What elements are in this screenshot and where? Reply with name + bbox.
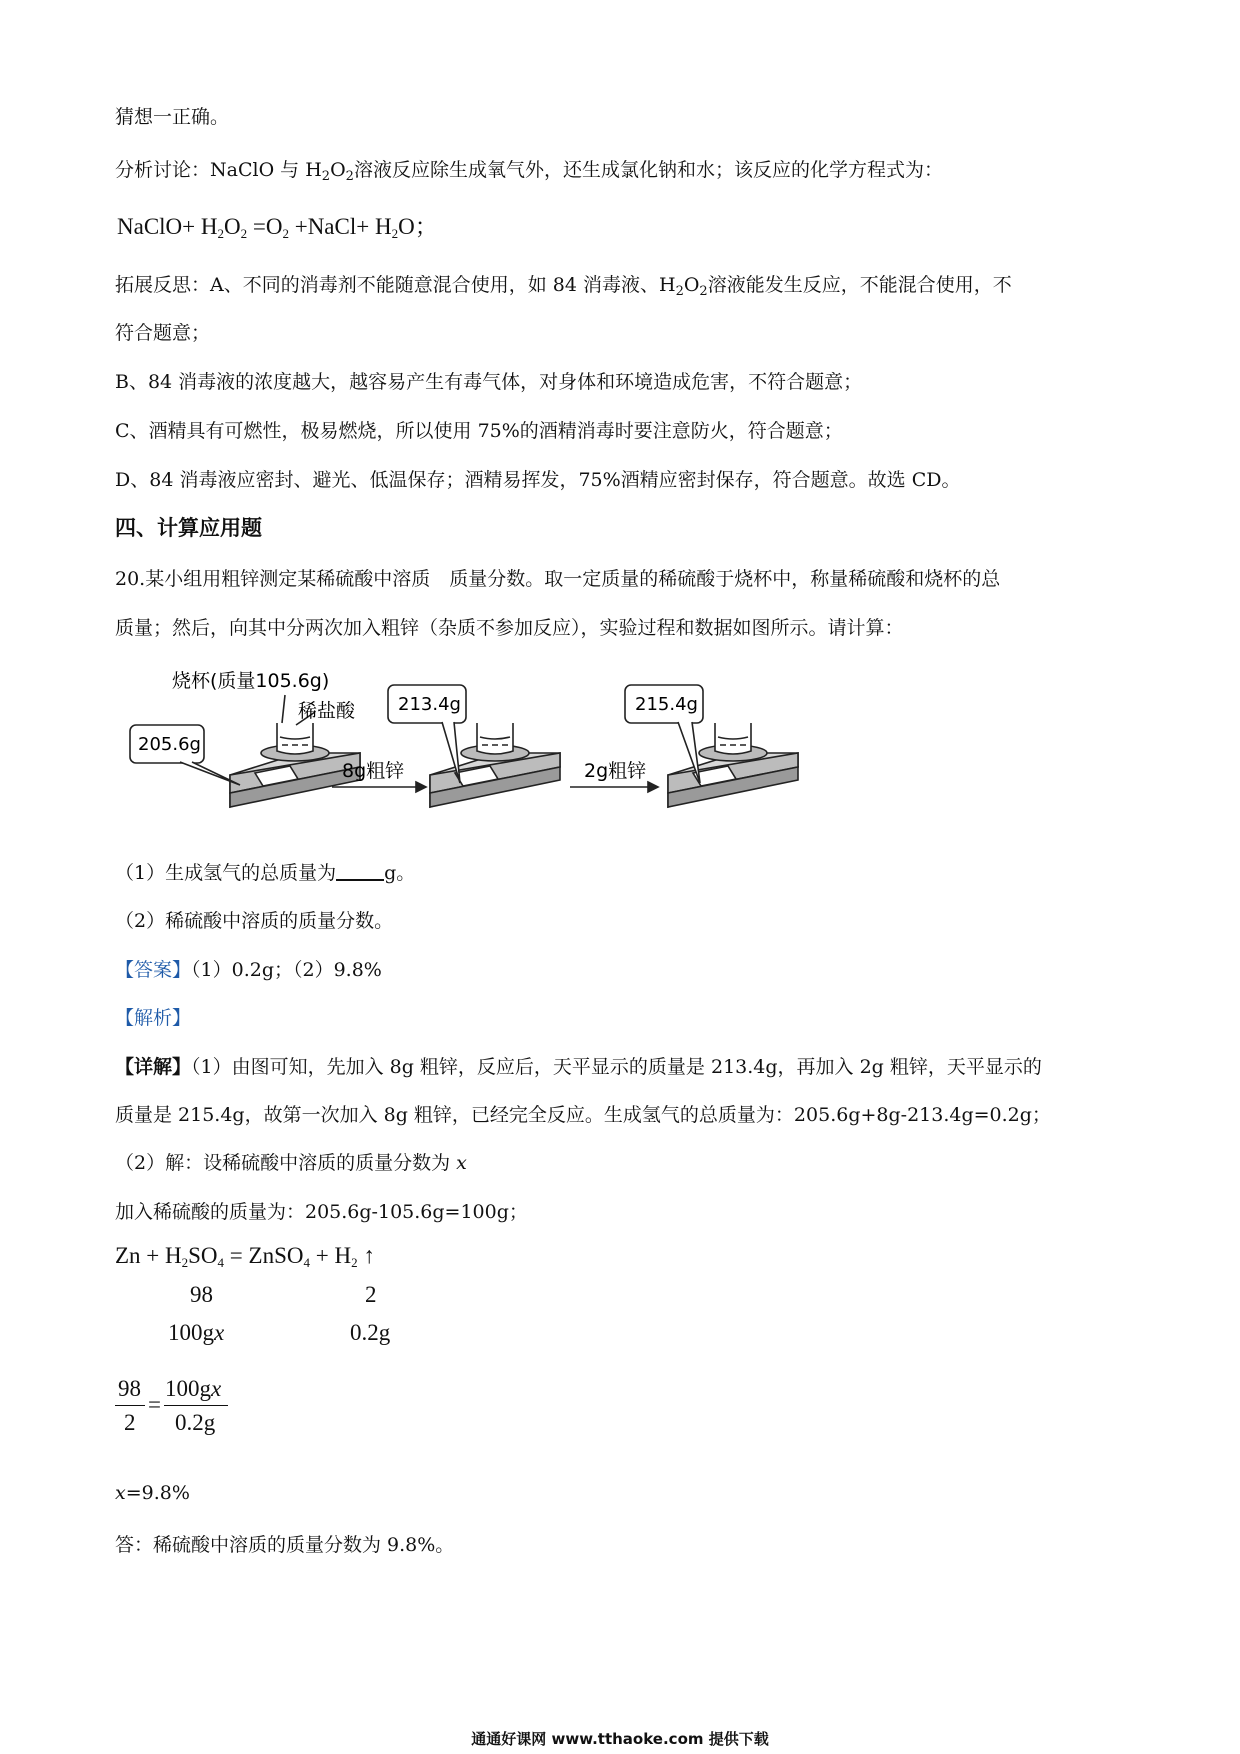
beaker-label-leader [282, 695, 285, 723]
reaction-equation: $Zn + H_2SO_4$ = ZnSO$_4$ + $H_2$ ↑ [115, 1243, 375, 1270]
text-line: B、84 消毒液的浓度越大，越容易产生有毒气体，对身体和环境造成危害，不符合题意； [115, 371, 863, 393]
answer-blank [336, 863, 384, 881]
mass-value: 100gx [168, 1320, 225, 1345]
answer-line: 【答案】（1）0.2g；（2）9.8% [115, 959, 382, 981]
sub-question-2: （2）稀硫酸中溶质的质量分数。 [115, 910, 394, 932]
text-line: 猜想一正确。 [115, 106, 230, 128]
reading-2: 213.4g [398, 694, 461, 715]
text-line: 分析讨论：NaClO 与 $H_2O_2$溶液反应除生成氧气外，还生成氯化钠和水；该反应的化学方程式为： [115, 159, 943, 184]
mass-ratio: 2 [365, 1282, 377, 1307]
answer-tag: 【答案】 [115, 959, 192, 981]
result-line: x=9.8% [115, 1482, 190, 1504]
detail-line: 【详解】（1）由图可知，先加入 8g 粗锌，反应后，天平显示的质量是 213.4g，再加入 2g 粗锌，天平显示的 [115, 1056, 1042, 1078]
sub-question-1: （1）生成氢气的总质量为 g。 [115, 862, 416, 884]
reading-3: 215.4g [635, 694, 698, 715]
detail-tag: 【详解】 [115, 1056, 192, 1078]
footer-watermark: 通通好课网 www.tthaoke.com 提供下载 [471, 1730, 769, 1748]
mass-value: 0.2g [350, 1320, 391, 1345]
question-text: 质量；然后，向其中分两次加入粗锌（杂质不参加反应），实验过程和数据如图所示。请计算： [115, 617, 904, 639]
balance-scale-1 [230, 723, 360, 807]
equation: NaClO+ $H_2O_2 =O_2$ +NaCl+ $H_2O$； [117, 214, 438, 241]
text-line: D、84 消毒液应密封、避光、低温保存；酒精易挥发，75%酒精应密封保存，符合题意。故选 CD。 [115, 469, 961, 491]
text-line: 符合题意； [115, 322, 211, 344]
text-line: 拓展反思：A、不同的消毒剂不能随意混合使用，如 84 消毒液、$H_2O_2$溶液能发生反应，不能混合使用，不 [115, 274, 1012, 299]
analysis-tag-line [115, 1003, 191, 1030]
beaker-label: 烧杯(质量105.6g) [172, 670, 330, 692]
section-heading: 四、计算应用题 [115, 516, 262, 540]
conclusion-line: 答：稀硫酸中溶质的质量分数为 9.8%。 [115, 1534, 455, 1556]
mass-ratio: 98 [190, 1282, 213, 1307]
arrow-label-1: 8g粗锌 [342, 760, 405, 782]
text-line: C、酒精具有可燃性，极易燃烧，所以使用 75%的酒精消毒时要注意防火，符合题意； [115, 420, 843, 442]
acid-label: 稀盐酸 [298, 700, 356, 722]
experiment-figure [120, 665, 910, 835]
detail-line: 质量是 215.4g，故第一次加入 8g 粗锌，已经完全反应。生成氢气的总质量为：205.6g+8g-213.4g=0.2g； [115, 1104, 1051, 1126]
detail-line: （2）解：设稀硫酸中溶质的质量分数为 x [115, 1152, 467, 1174]
reading-1: 205.6g [138, 734, 201, 755]
detail-line: 加入稀硫酸的质量为：205.6g-105.6g=100g； [115, 1201, 528, 1223]
arrow-label-2: 2g粗锌 [584, 760, 647, 782]
analysis-tag: 【解析】 [115, 1007, 192, 1029]
question-text: 20.某小组用粗锌测定某稀硫酸中溶质 质量分数。取一定质量的稀硫酸于烧杯中，称量稀硫酸和烧杯的总 [115, 568, 1001, 590]
